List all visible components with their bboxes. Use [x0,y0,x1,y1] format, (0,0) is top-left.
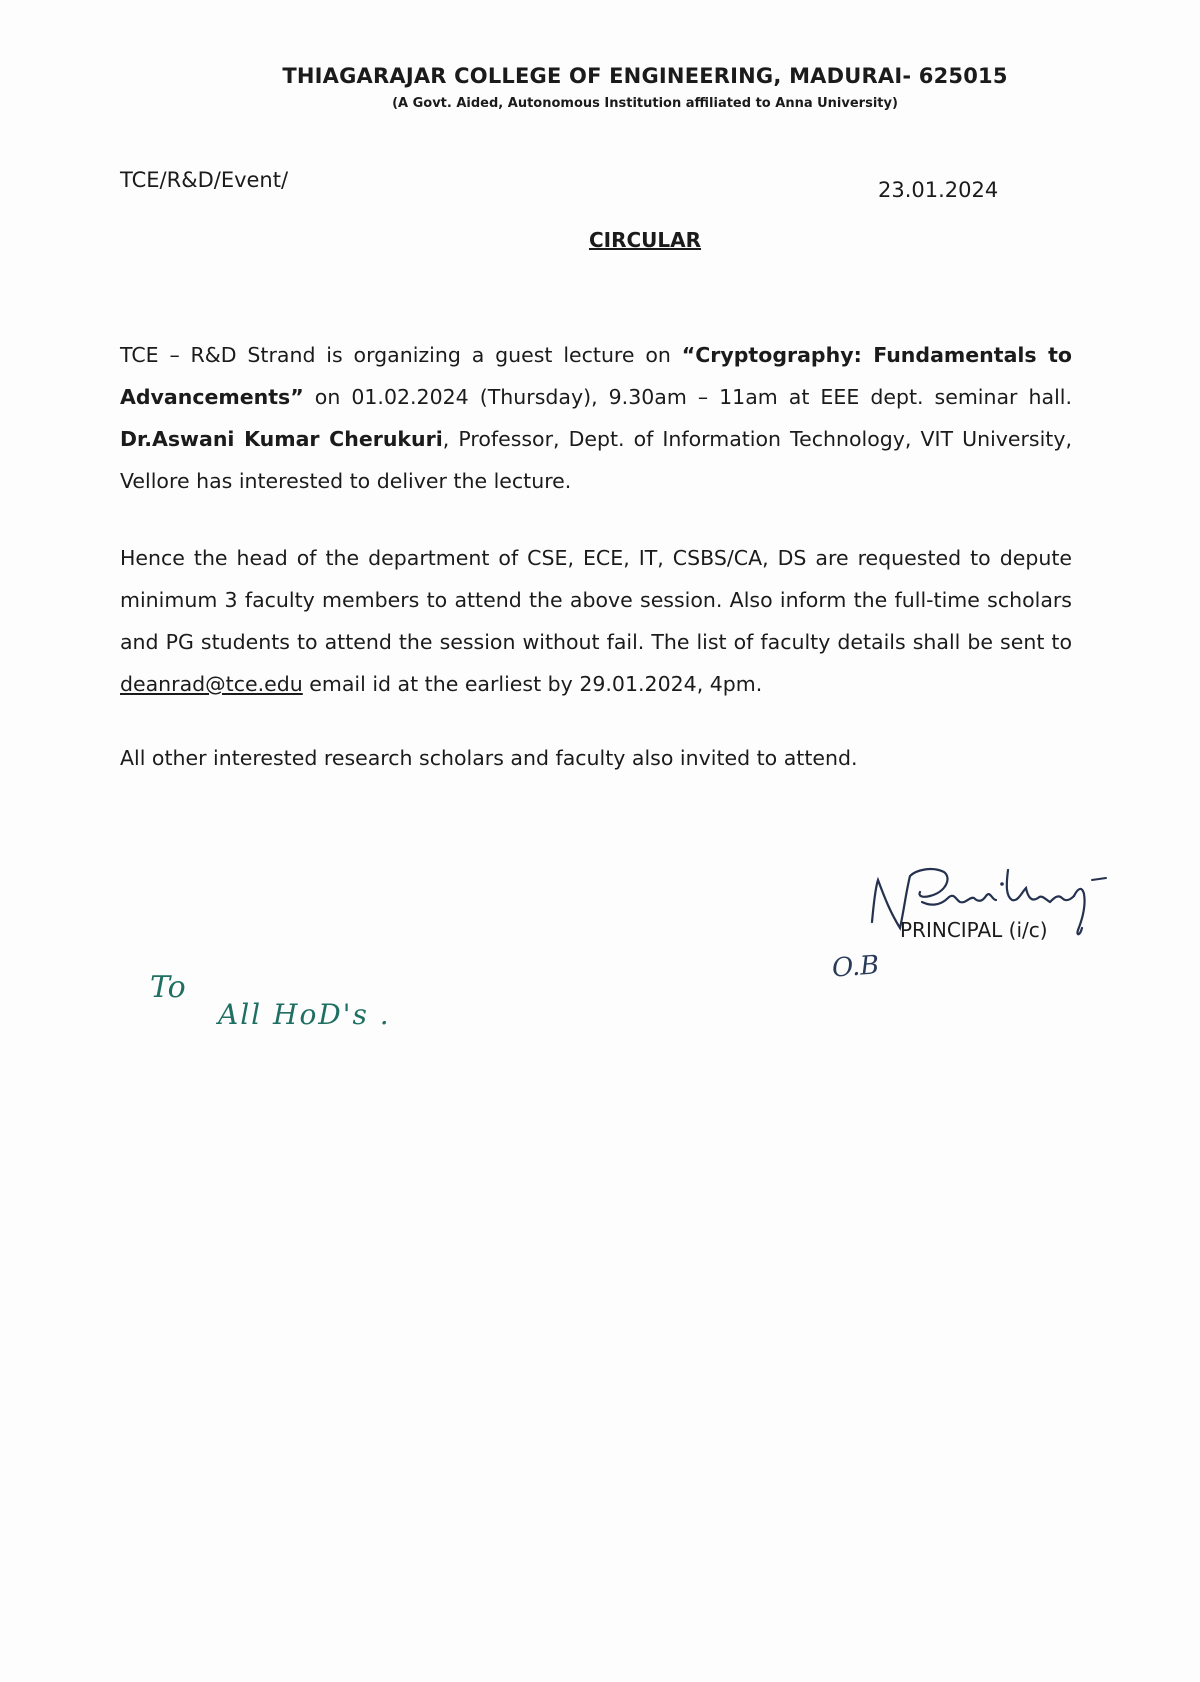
email-link[interactable]: deanrad@tce.edu [120,672,303,696]
signatory-title: PRINCIPAL (i/c) [900,918,1048,942]
paragraph-text: TCE – R&D Strand is organizing a guest lecture on [120,343,682,367]
circular-heading: CIRCULAR [588,228,702,252]
institution-affiliation: (A Govt. Aided, Autonomous Institution affiliated to Anna University) [392,96,898,111]
paragraph-text: on 01.02.2024 (Thursday), 9.30am – 11am at EEE dept. seminar hall. [303,385,1072,409]
paragraph-event-details [120,334,1072,502]
reference-number: TCE/R&D/Event/ [120,168,289,192]
circular-date: 23.01.2024 [878,178,999,202]
principal-signature [860,840,1190,970]
handwritten-to: To [150,970,186,1005]
paragraph-text: , Professor, Dept. of Information Technology, VIT University, Vellore has interested to deliver the lecture. [120,427,1072,493]
handwritten-initials: O.B [831,950,881,984]
handwritten-recipients: All HoD's . [218,998,391,1031]
speaker-name: Dr.Aswani Kumar Cherukuri [120,427,443,451]
institution-name: THIAGARAJAR COLLEGE OF ENGINEERING, MADURAI- 625015 [282,64,1008,88]
paragraph-text: Hence the head of the department of CSE, ECE, IT, CSBS/CA, DS are requested to depute minimum 3 faculty members to attend the above session. Also inform the full-time scholars and PG students to attend the session without fail. The list of faculty details shall be sent to [120,546,1072,654]
signature-scribble-icon [860,840,1190,970]
paragraph-invitation: All other interested research scholars and faculty also invited to attend. [120,746,858,770]
paragraph-request [120,537,1072,705]
handwritten-note [150,970,450,1070]
lecture-title: “Cryptography: Fundamentals to Advancements” [120,343,1072,409]
paragraph-text: email id at the earliest by 29.01.2024, 4pm. [302,672,763,696]
